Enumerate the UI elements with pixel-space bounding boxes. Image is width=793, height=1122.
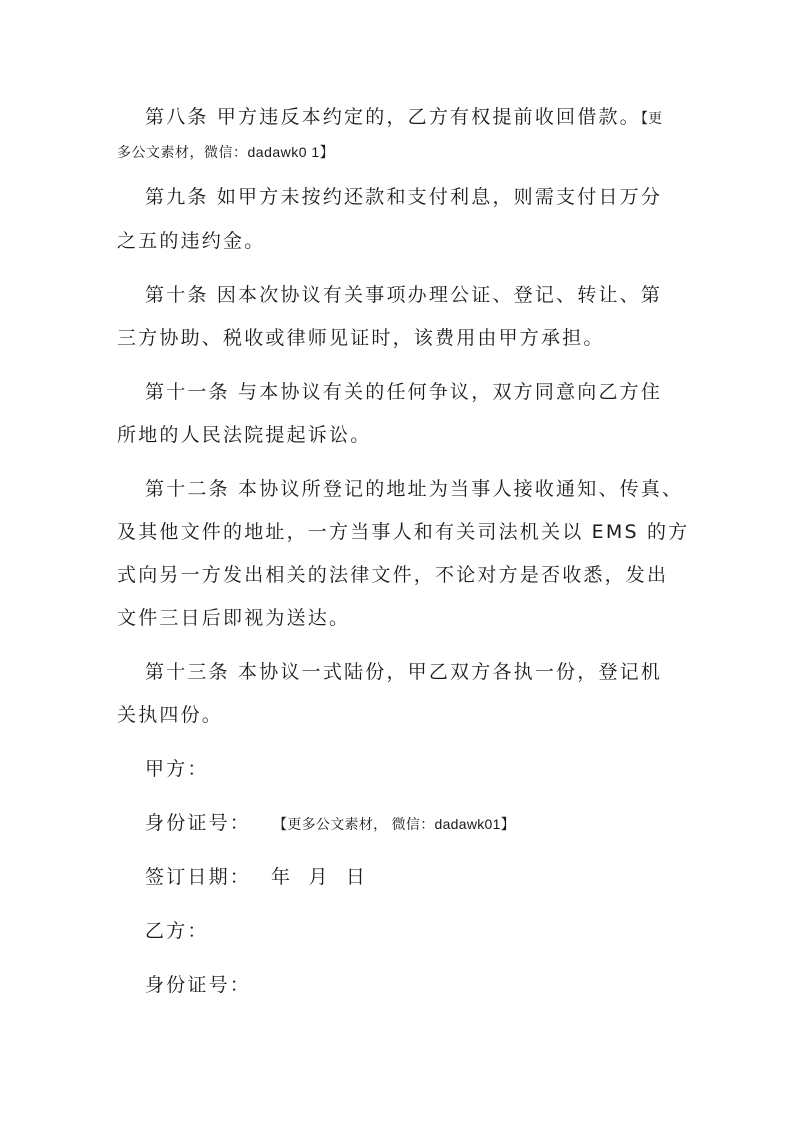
article-10-line-2: 三方协助、税收或律师见证时，该费用由甲方承担。 xyxy=(117,327,605,349)
sign-date-line xyxy=(145,864,677,890)
article-12-line-2: 及其他文件的地址，一方当事人和有关司法机关以 EMS 的方 xyxy=(117,521,690,543)
id-a-line xyxy=(145,810,677,837)
party-a-label: 甲方： xyxy=(145,758,209,780)
article-13-line-2: 关执四份。 xyxy=(117,704,224,726)
sign-date-value: 年 月 日 xyxy=(271,866,368,888)
article-12-line-4: 文件三日后即视为送达。 xyxy=(117,607,351,629)
party-b-label: 乙方： xyxy=(145,920,209,942)
article-9-line-2: 之五的违约金。 xyxy=(117,230,266,252)
article-8-line-2: 多公文素材，微信：dadawk0 1】 xyxy=(117,144,335,160)
article-10-line-1: 第十条 因本次协议有关事项办理公证、登记、转让、第 xyxy=(145,284,663,306)
id-a-label: 身份证号： xyxy=(145,812,252,834)
article-12-line-1: 第十二条 本协议所登记的地址为当事人接收通知、传真、 xyxy=(145,478,684,500)
article-11-line-2: 所地的人民法院提起诉讼。 xyxy=(117,424,372,446)
article-11-line-1: 第十一条 与本协议有关的任何争议，双方同意向乙方住 xyxy=(145,381,663,403)
promo-note-start: 【更 xyxy=(640,110,663,126)
article-8-text: 第八条 甲方违反本约定的，乙方有权提前收回借款。 xyxy=(145,106,641,128)
article-13-line-1: 第十三条 本协议一式陆份，甲乙双方各执一份，登记机 xyxy=(145,661,663,683)
promo-note: 【更多公文素材， 微信：dadawk01】 xyxy=(273,816,516,832)
sign-date-label: 签订日期： xyxy=(145,866,252,888)
article-8-line-1 xyxy=(145,104,677,131)
id-b-label: 身份证号： xyxy=(145,974,252,996)
article-12-line-3: 式向另一方发出相关的法律文件，不论对方是否收悉，发出 xyxy=(117,564,669,586)
article-9-line-1: 第九条 如甲方未按约还款和支付利息，则需支付日万分 xyxy=(145,186,663,208)
